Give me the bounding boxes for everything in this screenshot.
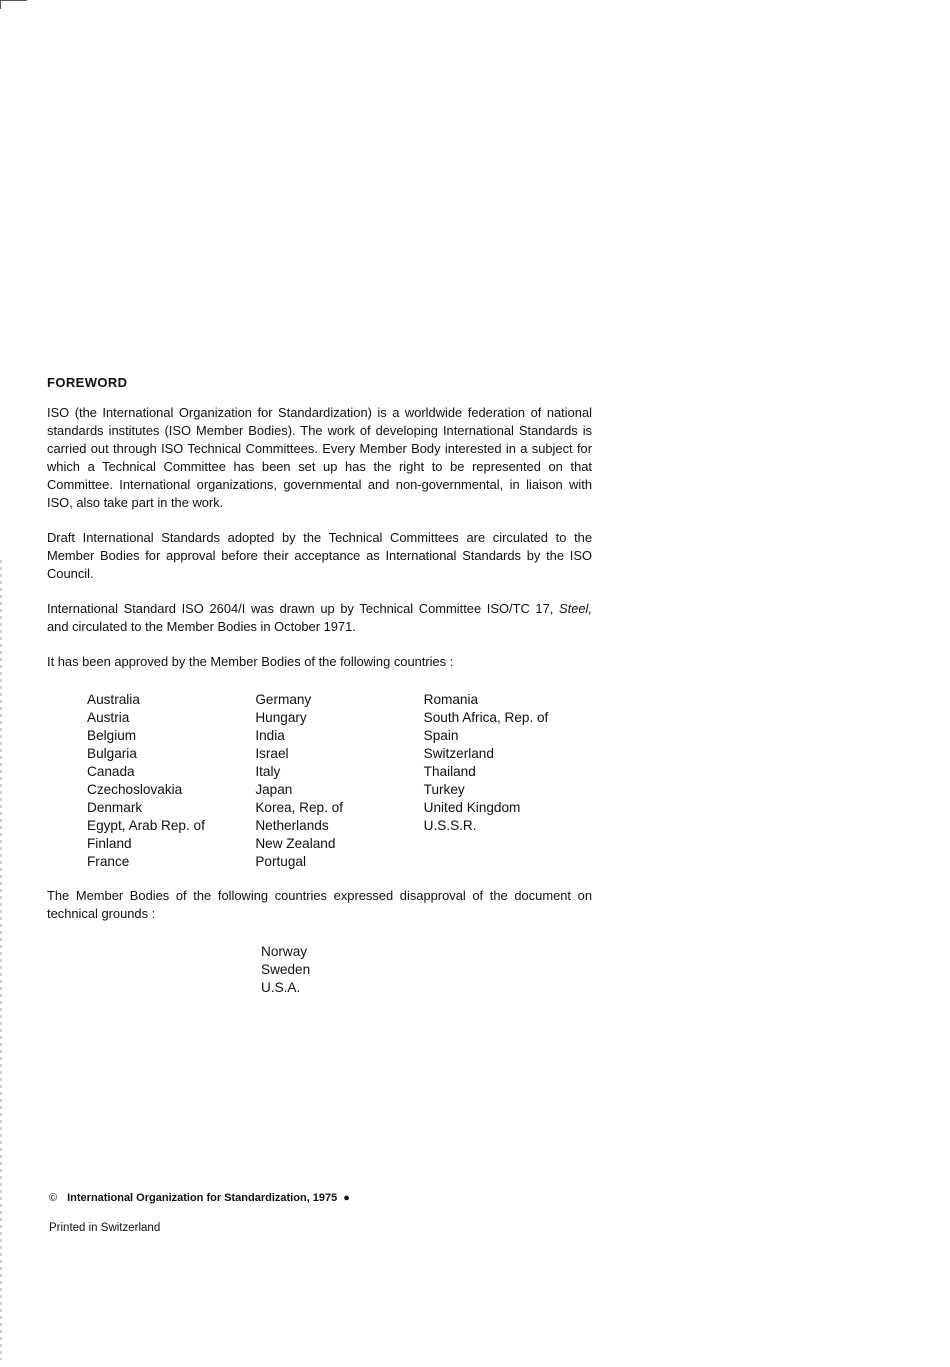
paragraph-disapproval: The Member Bodies of the following countries expressed disapproval of the document on technical grounds : — [47, 888, 592, 921]
country-column-1 — [87, 691, 255, 871]
country-item: U.S.A. — [261, 980, 301, 995]
country-item: Portugal — [255, 854, 306, 869]
country-item: Turkey — [423, 782, 465, 797]
country-item: Finland — [87, 836, 132, 851]
country-item: Spain — [423, 728, 459, 743]
country-item: Korea, Rep. of — [255, 800, 343, 815]
country-column-2 — [255, 691, 423, 871]
paragraph-draft-standards: Draft International Standards adopted by the Technical Committees are circulated to the Member Bodies for approval before their acceptance as International Standards by the ISO Council. — [47, 530, 592, 581]
bullet-icon: ● — [343, 1192, 350, 1204]
country-item: South Africa, Rep. of — [423, 710, 549, 725]
copyright-text: International Organization for Standardization, 1975 — [67, 1192, 338, 1204]
country-item: Israel — [255, 746, 289, 761]
country-item: Hungary — [255, 710, 307, 725]
country-item: Japan — [255, 782, 293, 797]
country-item: Romania — [423, 692, 479, 707]
corner-mark — [0, 0, 27, 9]
page-title: FOREWORD — [47, 375, 128, 390]
disapproving-countries-list — [261, 943, 592, 997]
country-item: United Kingdom — [423, 800, 521, 815]
printed-in-notice: Printed in Switzerland — [49, 1222, 161, 1234]
paragraph-iso-intro: ISO (the International Organization for Standardization) is a worldwide federation of national standards institutes (ISO Member Bodies). The work of developing International Standards is carried out through ISO Technical Committees. Every Member Body interested in a subject for which a Technical Committee has been set up has the right to be represented on that Committee. International organizations, governmental and non-governmental, in liaison with ISO, also take part in the work. — [47, 405, 592, 510]
scan-edge — [0, 560, 2, 1360]
country-item: Netherlands — [255, 818, 329, 833]
country-item: India — [255, 728, 285, 743]
country-item: France — [87, 854, 130, 869]
country-column-3 — [424, 691, 592, 871]
country-item: New Zealand — [255, 836, 336, 851]
country-item: Belgium — [87, 728, 137, 743]
country-item: Italy — [255, 764, 281, 779]
approved-countries-list — [87, 691, 592, 871]
origin-text-start: International Standard ISO 2604/I was drawn up by Technical Committee ISO/TC 17, — [47, 601, 560, 616]
country-item: Denmark — [87, 800, 143, 815]
country-item: Austria — [87, 710, 130, 725]
paragraph-standard-origin — [47, 600, 592, 636]
country-item: Australia — [87, 692, 140, 707]
copyright-notice — [49, 1192, 350, 1204]
paragraph-approval: It has been approved by the Member Bodies of the following countries : — [47, 654, 454, 669]
country-item: Bulgaria — [87, 746, 137, 761]
country-item: Germany — [255, 692, 312, 707]
foreword-section — [47, 375, 592, 997]
country-item: Czechoslovakia — [87, 782, 183, 797]
country-item: Norway — [261, 944, 308, 959]
country-item: Sweden — [261, 962, 311, 977]
origin-text-italic: Steel, — [559, 601, 592, 616]
country-item: Canada — [87, 764, 135, 779]
country-item: U.S.S.R. — [423, 818, 477, 833]
origin-text-end: and circulated to the Member Bodies in October 1971. — [47, 619, 356, 634]
country-item: Thailand — [423, 764, 476, 779]
country-item: Egypt, Arab Rep. of — [87, 818, 205, 833]
country-item: Switzerland — [423, 746, 494, 761]
copyright-symbol: © — [49, 1192, 58, 1204]
